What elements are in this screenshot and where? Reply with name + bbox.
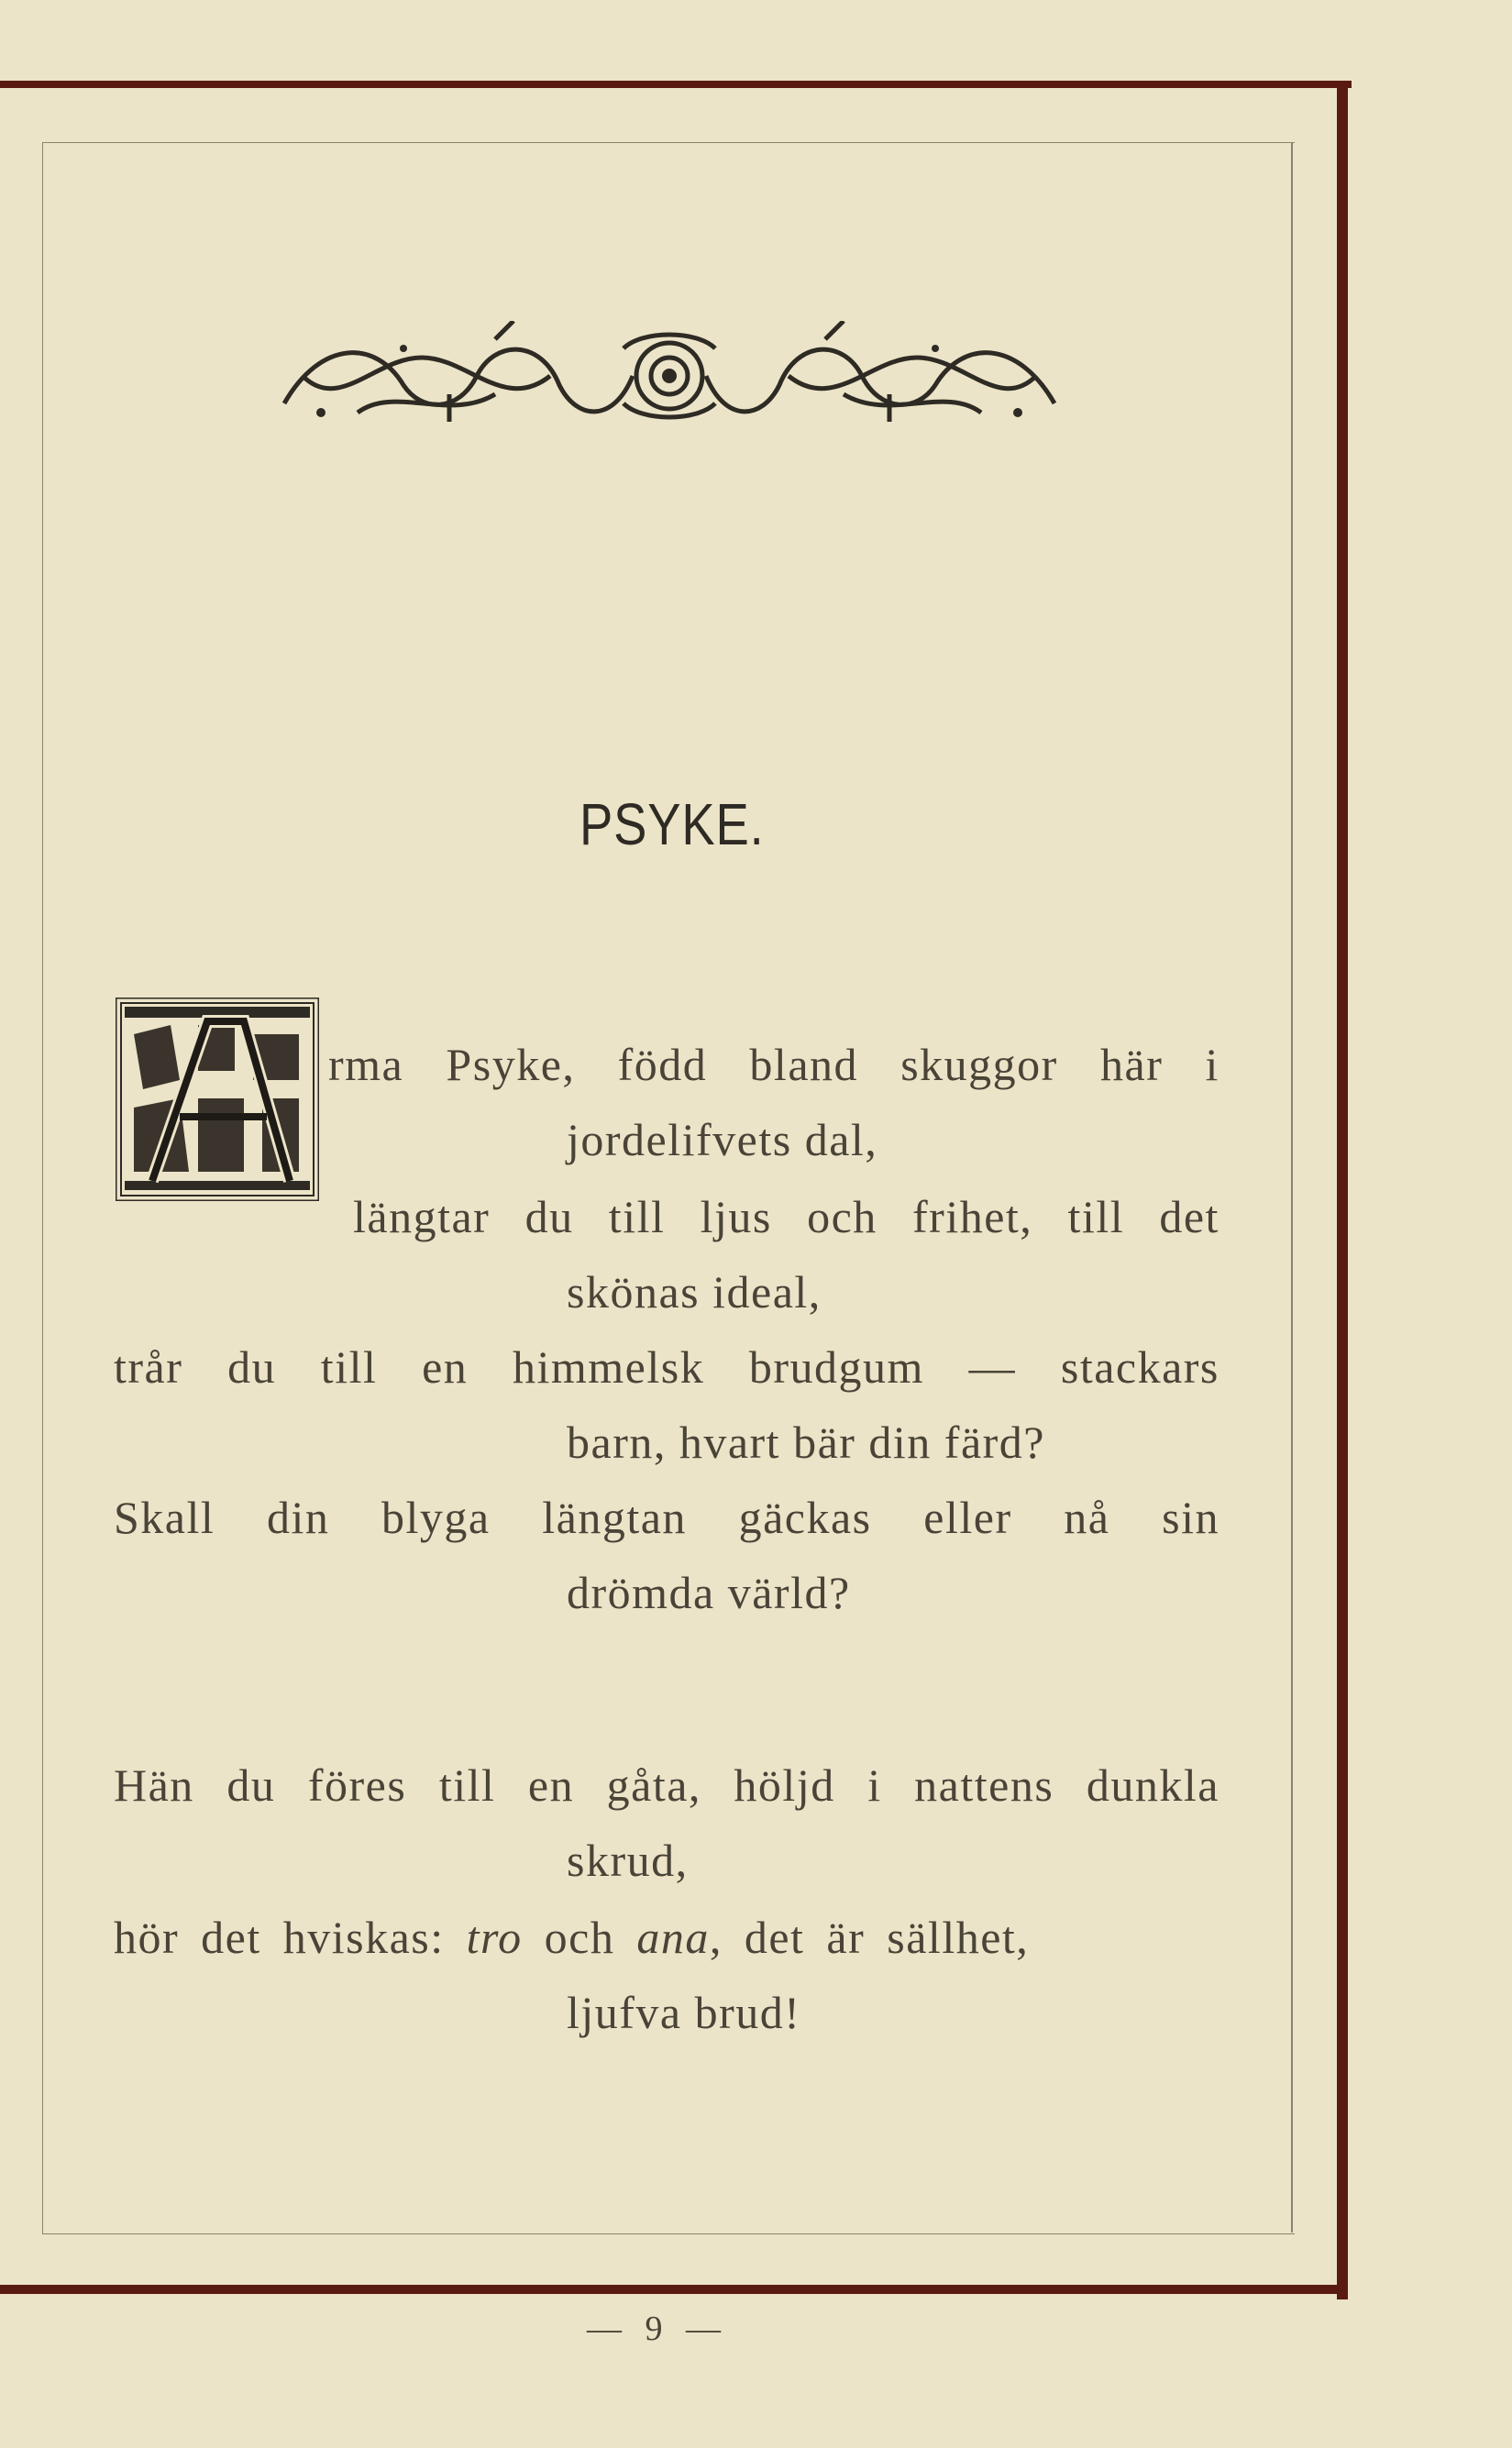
word: eller	[923, 1492, 1012, 1543]
word: gåta,	[606, 1759, 701, 1811]
stanza2-line2: skrud,	[567, 1835, 689, 1886]
word: nå	[1064, 1492, 1110, 1543]
word: till	[320, 1341, 378, 1393]
word: född	[617, 1039, 708, 1090]
stanza2-line3	[114, 1911, 1029, 1964]
word: rma	[328, 1039, 404, 1090]
word: nattens	[914, 1759, 1054, 1811]
word: Hän	[114, 1759, 194, 1811]
word: dunkla	[1086, 1759, 1220, 1811]
word: gäckas	[738, 1492, 872, 1543]
word: till	[608, 1191, 666, 1242]
text-segment: hör det hviskas:	[114, 1912, 467, 1963]
word: höljd	[734, 1759, 835, 1811]
word: och	[807, 1191, 877, 1242]
text-segment: och	[522, 1912, 637, 1963]
word: himmelsk	[512, 1341, 705, 1393]
drop-cap-letter: A	[216, 1177, 218, 1178]
word: i	[867, 1759, 882, 1811]
word: du	[524, 1191, 574, 1242]
word: stackars	[1060, 1341, 1220, 1393]
italic-word: ana	[636, 1912, 710, 1963]
word: föres	[307, 1759, 407, 1811]
word: i	[1205, 1039, 1220, 1090]
word: till	[1067, 1191, 1125, 1242]
word: längtan	[542, 1492, 687, 1543]
word: en	[527, 1759, 575, 1811]
word: en	[422, 1341, 469, 1393]
stanza1-line6: barn, hvart bär din färd?	[567, 1417, 1045, 1468]
stanza1-line7	[114, 1491, 1220, 1544]
inner-frame-right	[1291, 142, 1293, 2233]
stanza2-line1	[114, 1759, 1220, 1812]
word: du	[227, 1341, 277, 1393]
stanza1-line5	[114, 1340, 1220, 1394]
word: längtar	[353, 1191, 491, 1242]
stanza1-line2: jordelifvets dal,	[567, 1114, 878, 1165]
word: Psyke,	[446, 1039, 576, 1090]
word: Skall	[114, 1492, 215, 1543]
word: trår	[114, 1341, 183, 1393]
text-segment: , det är sällhet,	[709, 1912, 1030, 1963]
word: frihet,	[912, 1191, 1033, 1242]
ornament-headpiece	[266, 321, 1073, 431]
drop-cap-ornament	[116, 998, 319, 1201]
frame-top-border	[0, 81, 1352, 88]
word: bland	[749, 1039, 859, 1090]
italic-word: tro	[466, 1912, 523, 1963]
stanza2-line4: ljufva brud!	[567, 1987, 801, 2038]
word: ljus	[700, 1191, 772, 1242]
word: det	[1159, 1191, 1220, 1242]
stanza1-line1	[328, 1038, 1220, 1091]
word: sin	[1162, 1492, 1220, 1543]
word: blyga	[381, 1492, 491, 1543]
word: du	[226, 1759, 276, 1811]
frame-bottom-border	[0, 2285, 1348, 2294]
word: din	[266, 1492, 330, 1543]
page-number: — 9 —	[587, 2310, 728, 2348]
word: till	[438, 1759, 496, 1811]
frame-right-border	[1337, 81, 1348, 2299]
word: skuggor	[900, 1039, 1058, 1090]
stanza1-line3	[353, 1190, 1220, 1243]
stanza1-line8: drömda värld?	[567, 1567, 851, 1618]
word: brudgum	[748, 1341, 924, 1393]
page-title: PSYKE.	[579, 791, 765, 857]
stanza1-line4: skönas ideal,	[567, 1266, 822, 1318]
word: —	[968, 1341, 1017, 1393]
word: här	[1100, 1039, 1164, 1090]
